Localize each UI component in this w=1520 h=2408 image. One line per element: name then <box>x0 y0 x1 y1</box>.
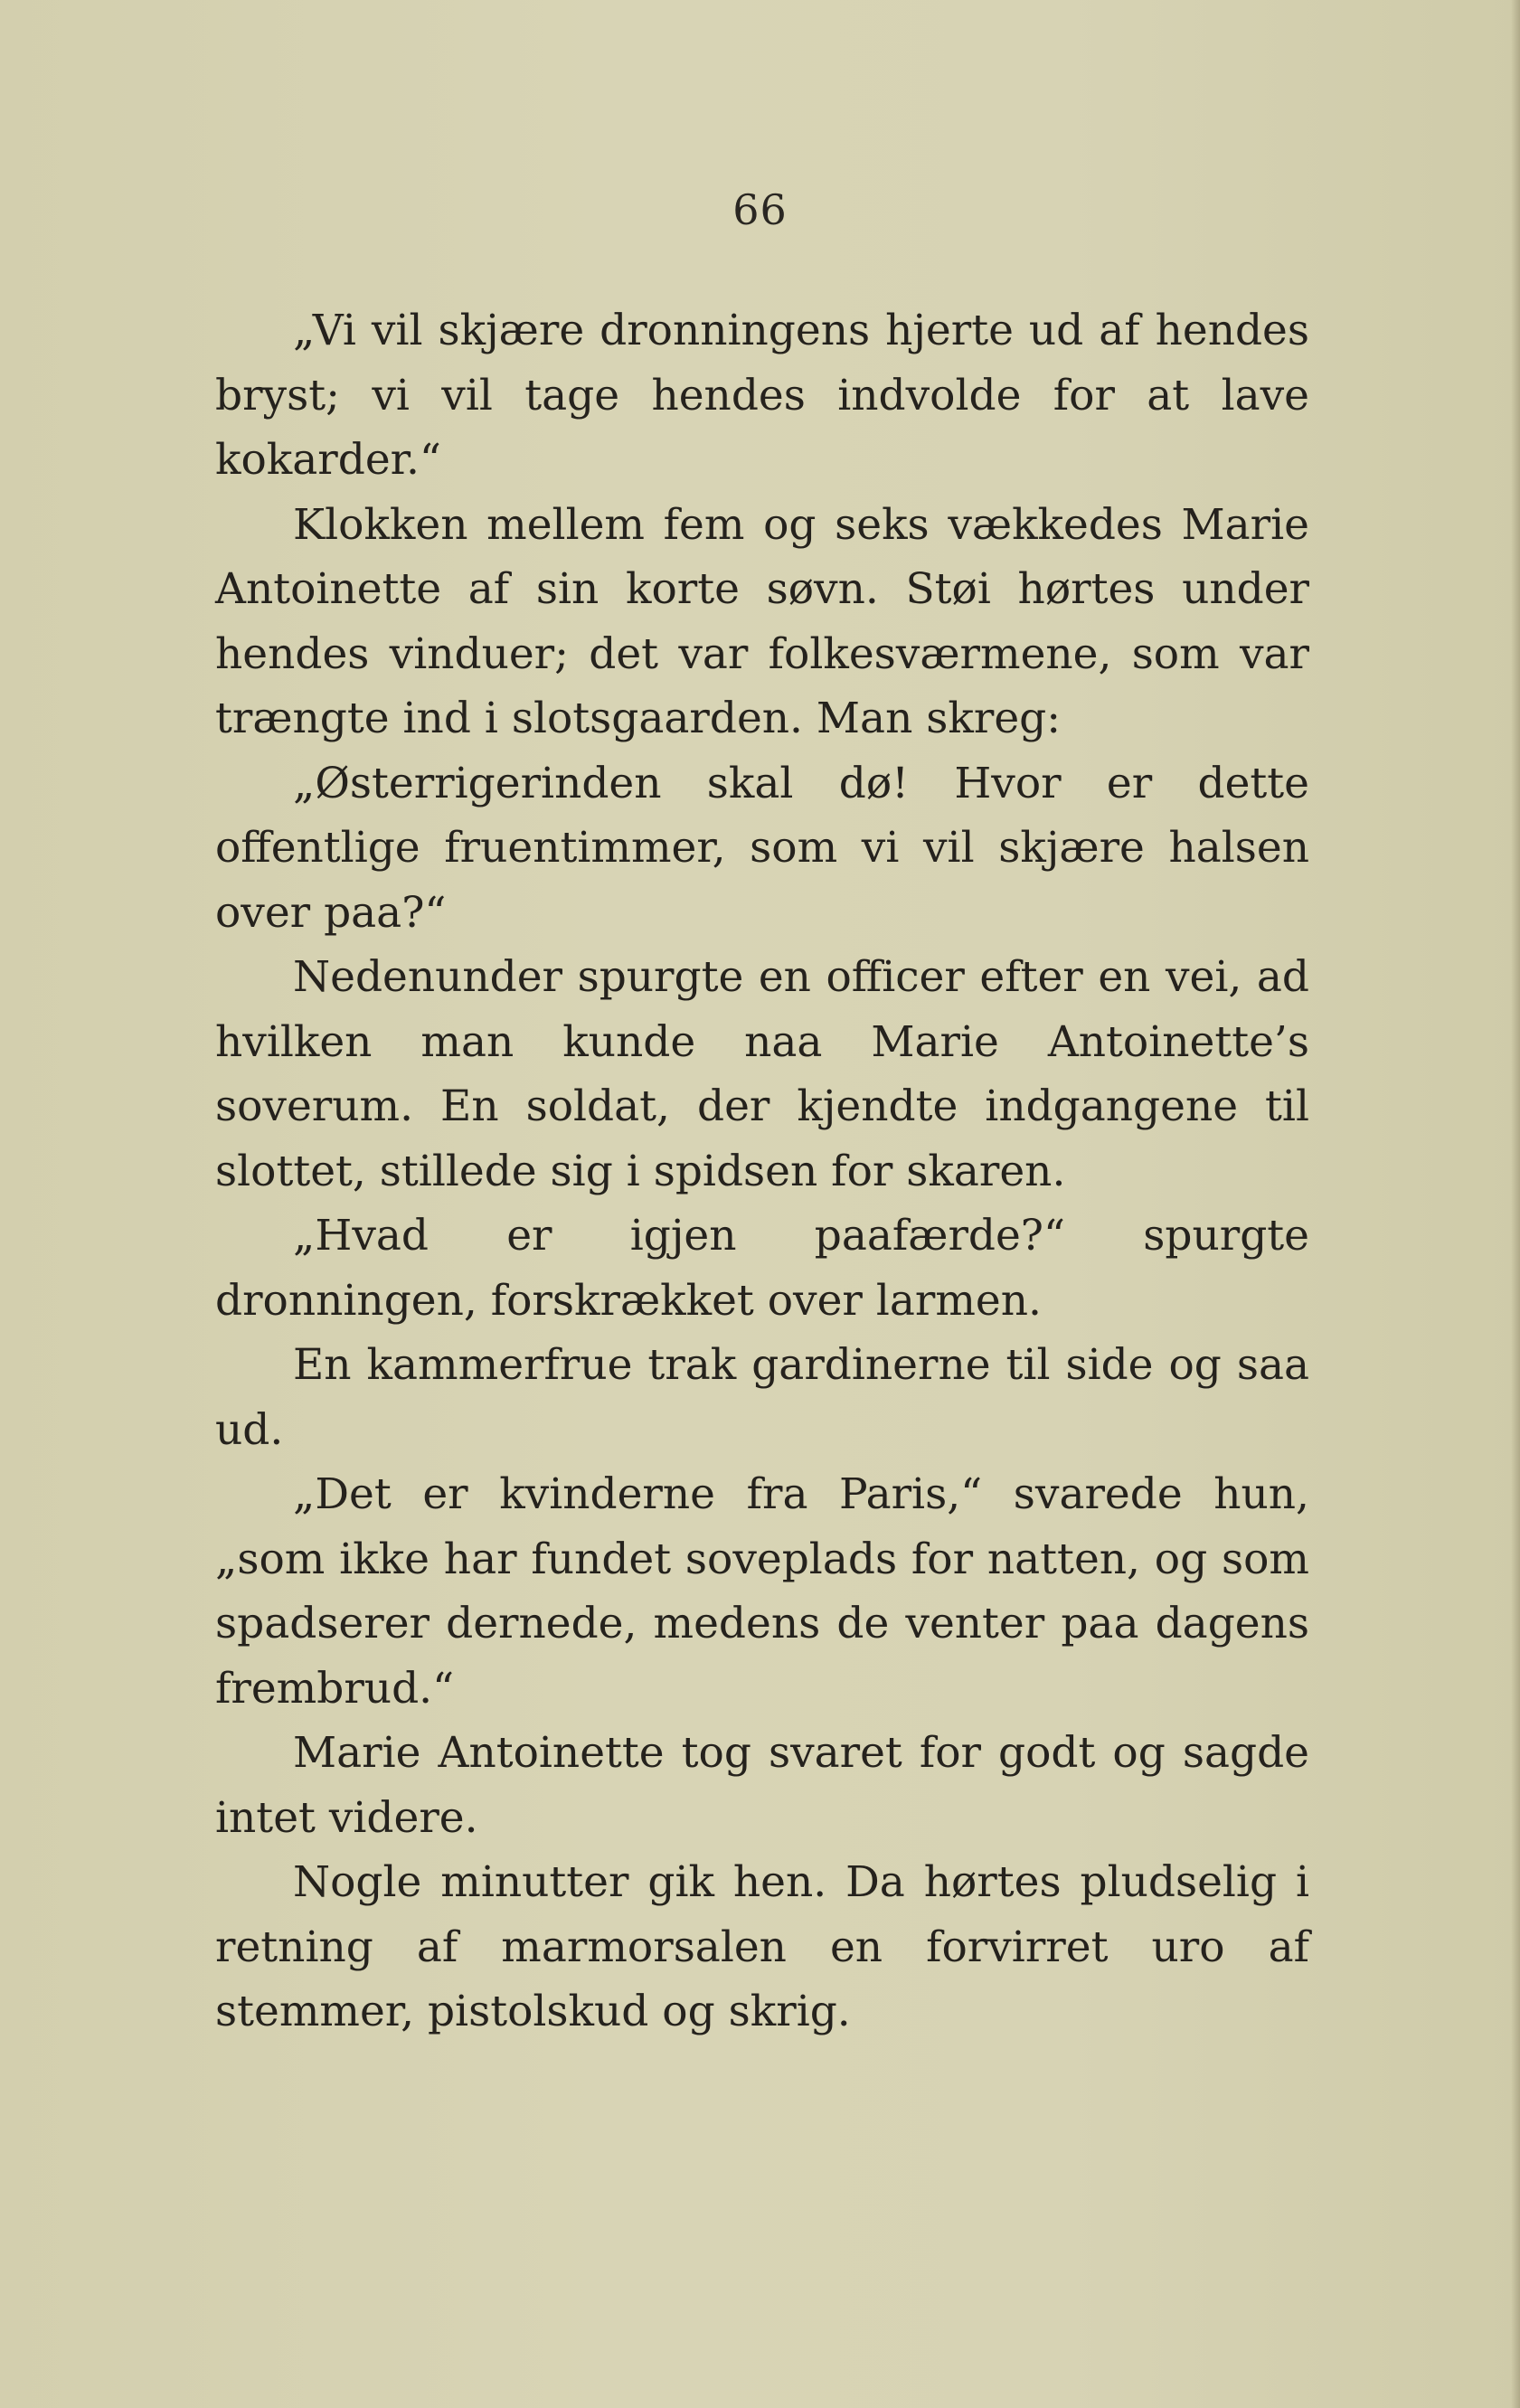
paragraph: Nedenunder spurgte en officer efter en vei, ad hvilken man kunde naa Marie Antoinette’s soverum. En soldat, der kjendte indgangene til slottet, stillede sig i spidsen for skaren. <box>215 952 1309 1196</box>
paragraph: Klokken mellem fem og seks vækkedes Marie Antoinette af sin korte søvn. Støi hørtes under hendes vinduer; det var folkesværmene, som var trængte ind i slotsgaarden. Man skreg: <box>215 499 1309 743</box>
paragraph: „Det er kvinderne fra Paris,“ svarede hun, „som ikke har fundet soveplads for natten, og som spadserer dernede, medens de venter paa dagens frembrud.“ <box>215 1469 1309 1714</box>
body-text <box>215 298 1309 2044</box>
paragraph: „Vi vil skjære dronningens hjerte ud af hendes bryst; vi vil tage hendes indvolde for at lave kokarder.“ <box>215 306 1309 485</box>
paragraph: Nogle minutter gik hen. Da hørtes pludselig i retning af marmorsalen en forvirret uro af stemmer, pistolskud og skrig. <box>215 1857 1309 2036</box>
page-edge-shadow <box>1511 0 1520 2408</box>
paragraph: Marie Antoinette tog svaret for godt og sagde intet videre. <box>215 1728 1309 1843</box>
page-number: 66 <box>732 185 788 234</box>
paragraph: „Østerrigerinden skal dø! Hvor er dette offentlige fruentimmer, som vi vil skjære halsen over paa?“ <box>215 758 1309 938</box>
paragraph: En kammerfrue trak gardinerne til side og saa ud. <box>215 1340 1309 1455</box>
paragraph: „Hvad er igjen paafærde?“ spurgte dronningen, forskrækket over larmen. <box>215 1211 1309 1326</box>
